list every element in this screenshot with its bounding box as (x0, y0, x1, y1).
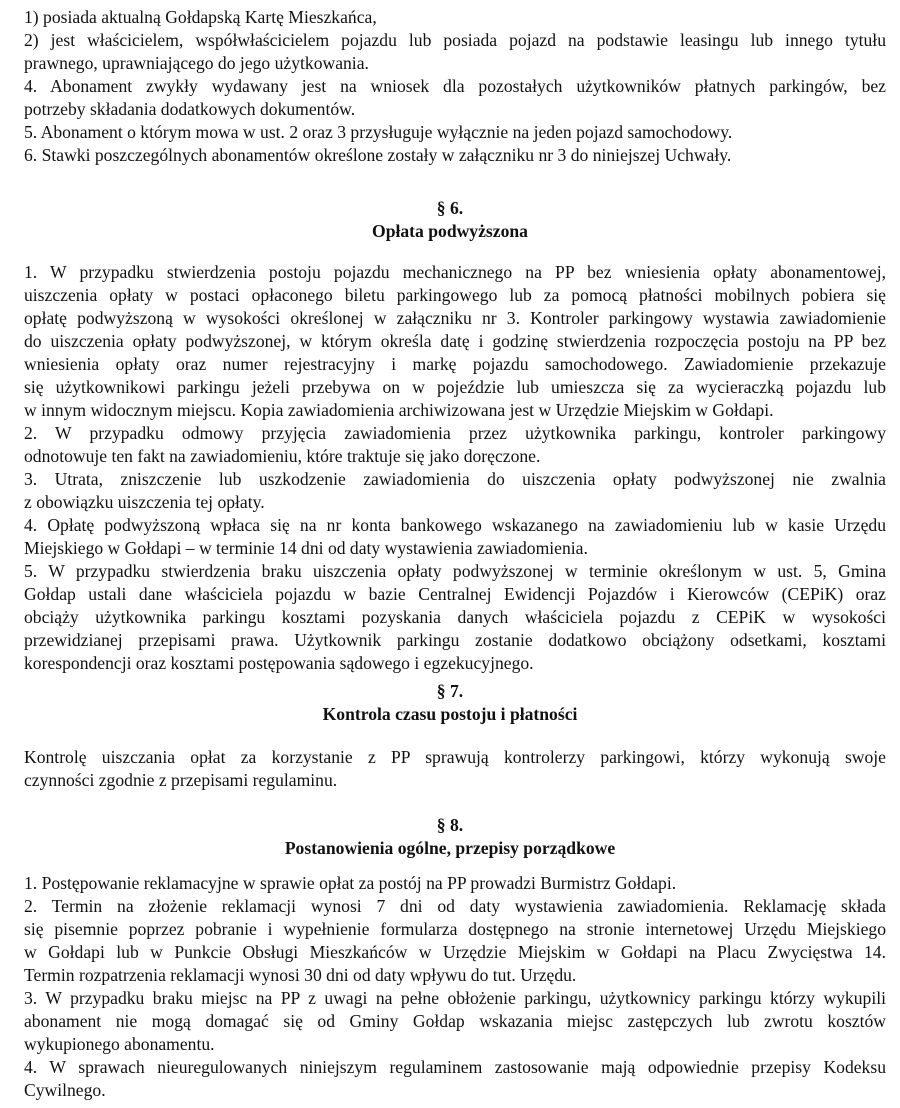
text-line: Termin rozpatrzenia reklamacji wynosi 30 dni od daty wpływu do tut. Urzędu. (24, 965, 577, 985)
text-line: Kontrolę uiszczania opłat za korzystanie z PP sprawują kontrolerzy parkingowi, którzy wykonują swoje (24, 747, 886, 767)
text-line: 4. W sprawach nieuregulowanych niniejszym regulaminem zastosowanie mają odpowiednie przepisy Kodeksu (24, 1057, 886, 1077)
section-6-body (24, 261, 886, 675)
section-number: § 7. (436, 681, 464, 701)
text-line: 6. Stawki poszczególnych abonamentów określone zostały w załączniku nr 3 do niniejszej Uchwały. (24, 145, 732, 165)
text-line: 3. W przypadku braku miejsc na PP z uwagi na pełne obłożenie parkingu, użytkownicy parkingu którzy wykupili (24, 988, 886, 1008)
text-line: 5. W przypadku stwierdzenia braku uiszczenia opłaty podwyższonej w terminie określonym w ust. 5, Gmina (24, 561, 886, 581)
text-line: się pisemnie poprzez pobranie i wypełnienie formularza dostępnego na stronie internetowej Urzędu Miejskiego (24, 919, 886, 939)
text-line: Gołdap ustali dane właściciela pojazdu w bazie Centralnej Ewidencji Pojazdów i Kierowców (CEPiK) oraz (24, 584, 886, 604)
text-line: wykupionego abonamentu. (24, 1034, 215, 1054)
text-line: obciąży użytkownika parkingu kosztami pozyskania danych właściciela pojazdu z CEPiK w wysokości (24, 607, 886, 627)
text-line: korespondencji oraz kosztami postępowania sądowego i egzekucyjnego. (24, 653, 534, 673)
text-line: Miejskiego w Gołdapi – w terminie 14 dni od daty wystawienia zawiadomienia. (24, 538, 588, 558)
text-line: 2) jest właścicielem, współwłaścicielem pojazdu lub posiada pojazd na podstawie leasingu lub innego tytułu (24, 30, 886, 50)
section-title: Kontrola czasu postoju i płatności (322, 704, 578, 724)
section-8-body (24, 872, 886, 1102)
text-line: prawnego, uprawniającego do jego użytkowania. (24, 53, 369, 73)
text-line: uiszczenia opłaty w postaci opłaconego biletu parkingowego lub za pomocą płatności mobilnych pobiera się (24, 285, 886, 305)
text-line: wniesienia opłaty oraz numer rejestracyjny i markę pojazdu samochodowego. Zawiadomienie przekazuje (24, 354, 886, 374)
text-line: przewidzianej przepisami prawa. Użytkownik parkingu zostanie dodatkowo obciążony odsetkami, kosztami (24, 630, 886, 650)
text-line: 4. Opłatę podwyższoną wpłaca się na nr konta bankowego wskazanego na zawiadomieniu lub w kasie Urzędu (24, 515, 886, 535)
text-line: opłatę podwyższoną w wysokości określonej w załączniku nr 3. Kontroler parkingowy wystawia zawiadomienie (24, 308, 886, 328)
section-title: Opłata podwyższona (372, 221, 528, 241)
text-line: 2. Termin na złożenie reklamacji wynosi 7 dni od daty wystawienia zawiadomienia. Reklamację składa (24, 896, 886, 916)
section-7-body (24, 746, 886, 792)
section-number: § 6. (436, 198, 464, 218)
section-7-heading (0, 680, 900, 726)
text-line: 1. Postępowanie reklamacyjne w sprawie opłat za postój na PP prowadzi Burmistrz Gołdapi. (24, 873, 677, 893)
text-line: czynności zgodnie z przepisami regulaminu. (24, 770, 338, 790)
text-line: 5. Abonament o którym mowa w ust. 2 oraz 3 przysługuje wyłącznie na jeden pojazd samochodowy. (24, 122, 733, 142)
text-line: 2. W przypadku odmowy przyjęcia zawiadomienia przez użytkownika parkingu, kontroler parkingowy (24, 423, 886, 443)
text-line: 1) posiada aktualną Gołdapską Kartę Mieszkańca, (24, 7, 377, 27)
section-title: Postanowienia ogólne, przepisy porządkowe (284, 838, 616, 858)
text-line: abonament nie mogą domagać się od Gminy Gołdap wskazania miejsc zastępczych lub zwrotu kosztów (24, 1011, 886, 1031)
intro-paragraphs (24, 6, 886, 167)
section-8-heading (0, 814, 900, 860)
text-line: potrzeby składania dodatkowych dokumentów. (24, 99, 356, 119)
text-line: 4. Abonament zwykły wydawany jest na wniosek dla pozostałych użytkowników płatnych parkingów, bez (24, 76, 886, 96)
section-number: § 8. (436, 815, 464, 835)
text-line: się użytkownikowi parkingu jeżeli przebywa on w pojeździe lub umieszcza się za wycieraczką pojazdu lub (24, 377, 886, 397)
text-line: 3. Utrata, zniszczenie lub uszkodzenie zawiadomienia do uiszczenia opłaty podwyższonej nie zwalnia (24, 469, 886, 489)
text-line: z obowiązku uiszczenia tej opłaty. (24, 492, 265, 512)
section-6-heading (0, 197, 900, 243)
text-line: w Gołdapi lub w Punkcie Obsługi Mieszkańców w Urzędzie Miejskim w Gołdapi na Placu Zwycięstwa 14. (24, 942, 886, 962)
text-line: do uiszczenia opłaty podwyższonej, w którym określa datę i godzinę stwierdzenia rozpoczęcia postoju na PP bez (24, 331, 886, 351)
text-line: w innym widocznym miejscu. Kopia zawiadomienia archiwizowana jest w Urzędzie Miejskim w Gołdapi. (24, 400, 774, 420)
text-line: Cywilnego. (24, 1080, 106, 1100)
text-line: 1. W przypadku stwierdzenia postoju pojazdu mechanicznego na PP bez wniesienia opłaty abonamentowej, (24, 262, 886, 282)
text-line: odnotowuje ten fakt na zawiadomieniu, które traktuje się jako doręczone. (24, 446, 541, 466)
